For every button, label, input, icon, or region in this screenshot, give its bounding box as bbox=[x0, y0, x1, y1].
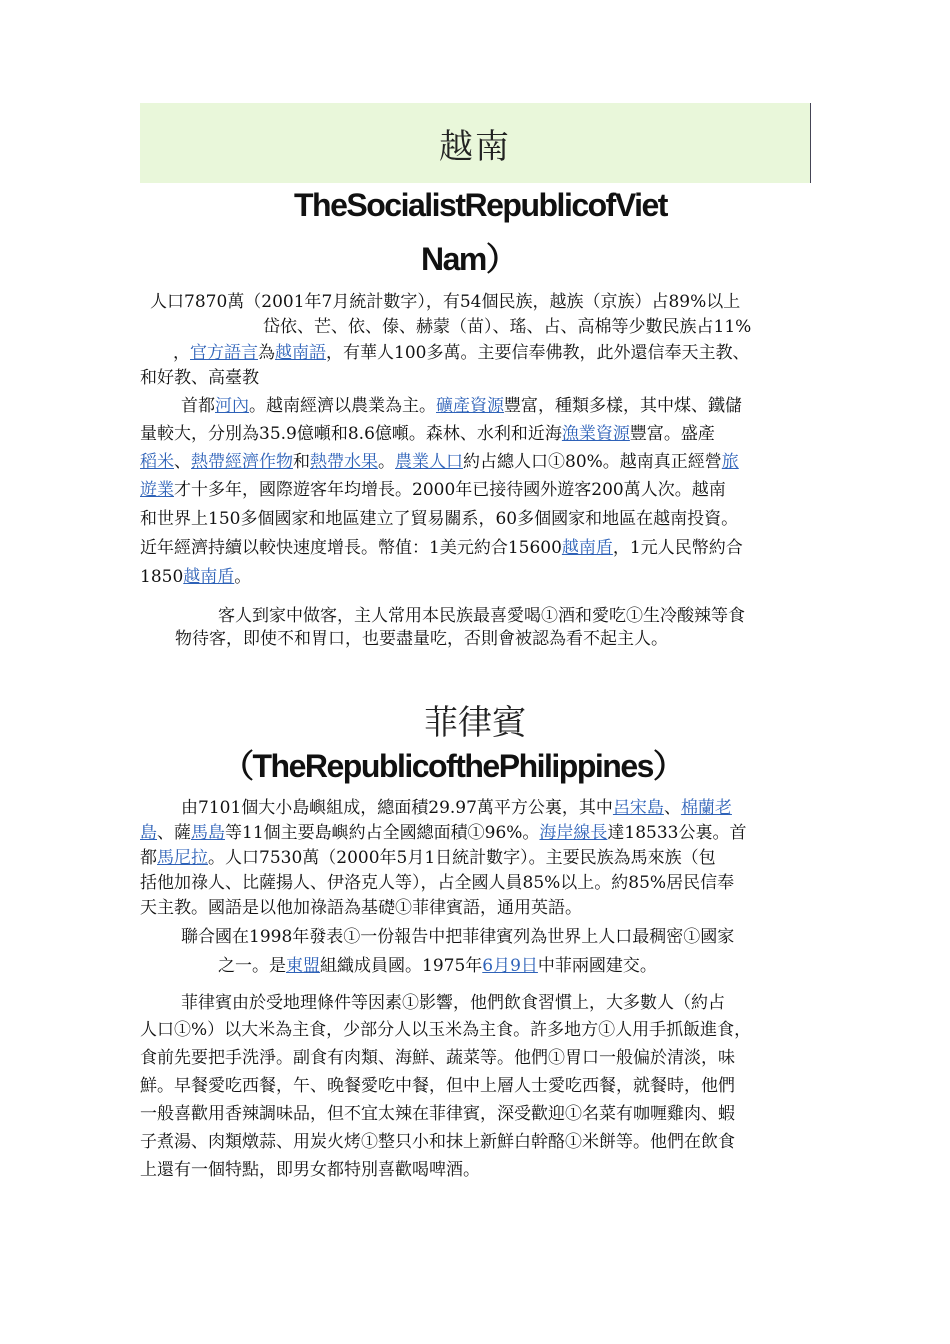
text-segment: 物待客，即使不和胃口，也要盡量吃，否則會被認為看不起主人。 bbox=[175, 629, 668, 649]
text-segment: 人口7870萬（2001年7月統計數字），有54個民族，越族（京族）占89%以上 bbox=[150, 292, 741, 312]
hyperlink[interactable]: 漁業資源 bbox=[561, 424, 630, 444]
philippines-text-line bbox=[181, 797, 732, 819]
philippines-text-line bbox=[181, 926, 734, 948]
text-segment: 子煮湯、肉類燉蒜、用炭火烤①整只小和抹上新鮮白幹酪①米餅等。他們在飲食 bbox=[140, 1132, 735, 1152]
text-segment: 都 bbox=[140, 848, 157, 868]
vietnam-text-line bbox=[140, 537, 743, 559]
text-segment: 才十多年，國際遊客年均增長。2000年已接待國外遊客200萬人次。越南 bbox=[174, 480, 726, 500]
text-segment: ，1元人民幣約合 bbox=[612, 538, 743, 558]
text-segment: 中菲兩國建交。 bbox=[537, 956, 657, 976]
vietnam-english-title-line-2: Nam） bbox=[421, 241, 517, 277]
hyperlink[interactable]: 海岸線長 bbox=[539, 823, 608, 843]
philippines-text-line bbox=[140, 1103, 735, 1125]
text-segment: 括他加祿人、比薩揚人、伊洛克人等），占全國人員85%以上。約85%居民信奉 bbox=[140, 873, 735, 893]
philippines-english-title: （TheRepublicofthePhilippines） bbox=[222, 748, 684, 784]
vietnam-title-band bbox=[140, 103, 811, 183]
text-segment: 近年經濟持續以較快速度增長。幣值：1美元約合15600 bbox=[140, 538, 562, 558]
text-segment: 量較大，分別為35.9億噸和8.6億噸。森林、水利和近海 bbox=[140, 424, 562, 444]
hyperlink[interactable]: 馬島 bbox=[191, 823, 225, 843]
hyperlink[interactable]: 官方語言 bbox=[190, 343, 258, 363]
text-segment: 和世界上150多個國家和地區建立了貿易關系，60多個國家和地區在越南投資。 bbox=[140, 509, 739, 529]
text-segment: 菲律賓由於受地理條件等因素①影響，他們飲食習慣上，大多數人（約占 bbox=[181, 993, 725, 1013]
vietnam-text-line bbox=[140, 367, 259, 389]
philippines-text-line bbox=[140, 1019, 751, 1041]
hyperlink[interactable]: 呂宋島 bbox=[612, 798, 664, 818]
philippines-text-line bbox=[140, 822, 747, 844]
philippines-text-line bbox=[140, 897, 582, 919]
text-segment: 組織成員國。1975年 bbox=[320, 956, 483, 976]
text-segment: 食前先要把手洗淨。副食有肉類、海鮮、蔬菜等。他們①胃口一般偏於清淡，味 bbox=[140, 1048, 735, 1068]
vietnam-title: 越南 bbox=[439, 127, 511, 167]
text-segment: 。人口7530萬（2000年5月1日統計數字）。主要民族為馬來族（包 bbox=[208, 848, 716, 868]
text-segment: 一般喜歡用香辣調味品，但不宜太辣在菲律賓，深受歡迎①名菜有咖喱雞肉、蝦 bbox=[140, 1104, 735, 1124]
vietnam-text-line bbox=[181, 395, 742, 417]
text-segment: 人口①%）以大米為主食，少部分人以玉米為主食。許多地方①人用手抓飯進食， bbox=[140, 1020, 752, 1040]
hyperlink[interactable]: 熱帶經濟作物 bbox=[191, 452, 293, 472]
hyperlink[interactable]: 島 bbox=[140, 823, 157, 843]
philippines-text-line bbox=[140, 1131, 735, 1153]
hyperlink[interactable]: 旅 bbox=[721, 452, 739, 472]
vietnam-text-line bbox=[140, 566, 251, 588]
philippines-text-line bbox=[140, 847, 716, 869]
text-segment: 豐富。盛產 bbox=[629, 424, 715, 444]
text-segment: 客人到家中做客，主人常用本民族最喜愛喝①酒和愛吃①生冷酸辣等食 bbox=[218, 606, 745, 626]
text-segment: 鮮。早餐愛吃西餐，午、晚餐愛吃中餐，但中上層人士愛吃西餐，就餐時，他們 bbox=[140, 1076, 735, 1096]
philippines-text-line bbox=[181, 992, 725, 1014]
text-segment: 達18533公裏。首 bbox=[607, 823, 747, 843]
text-segment: 岱依、芒、依、傣、赫蒙（苗）、瑤、占、高棉等少數民族占11% bbox=[263, 317, 752, 337]
hyperlink[interactable]: 遊業 bbox=[140, 480, 174, 500]
vietnam-text-line bbox=[175, 628, 668, 650]
philippines-text-line bbox=[140, 1047, 735, 1069]
philippines-text-line bbox=[140, 872, 734, 894]
hyperlink[interactable]: 稻米 bbox=[140, 452, 174, 472]
vietnam-text-line bbox=[140, 479, 726, 501]
hyperlink[interactable]: 越南盾 bbox=[561, 538, 613, 558]
philippines-text-line bbox=[140, 1075, 735, 1097]
text-segment: 、 bbox=[663, 798, 681, 818]
vietnam-text-line bbox=[263, 316, 751, 338]
vietnam-text-line bbox=[218, 605, 745, 627]
text-segment: 。越南經濟以農業為主。 bbox=[249, 396, 436, 416]
text-segment: 由7101個大小島嶼組成，總面積29.97萬平方公裏，其中 bbox=[181, 798, 613, 818]
text-segment: 豐富，種類多樣，其中煤、鐵儲 bbox=[504, 396, 742, 416]
text-segment: 和 bbox=[293, 452, 310, 472]
hyperlink[interactable]: 棉蘭老 bbox=[680, 798, 732, 818]
text-segment: 為 bbox=[258, 343, 275, 363]
text-segment: 之一。是 bbox=[218, 956, 286, 976]
text-segment: 。 bbox=[234, 567, 252, 587]
text-segment: 上還有一個特點，即男女都特別喜歡喝啤酒。 bbox=[140, 1160, 480, 1180]
vietnam-text-line bbox=[140, 451, 739, 473]
text-segment: 聯合國在1998年發表①一份報告中把菲律賓列為世界上人口最稠密①國家 bbox=[181, 927, 735, 947]
vietnam-text-line bbox=[173, 342, 749, 364]
text-segment: ，有華人100多萬。主要信奉佛教，此外還信奉天主教、 bbox=[326, 343, 750, 363]
vietnam-text-line bbox=[140, 423, 715, 445]
text-segment: 天主教。國語是以他加祿語為基礎①菲律賓語，通用英語。 bbox=[140, 898, 582, 918]
text-segment: 、 bbox=[174, 452, 191, 472]
hyperlink[interactable]: 越南盾 bbox=[183, 567, 235, 587]
philippines-title: 菲律賓 bbox=[424, 703, 526, 743]
vietnam-text-line bbox=[150, 291, 740, 313]
hyperlink[interactable]: 馬尼拉 bbox=[157, 848, 208, 868]
text-segment: 1850 bbox=[140, 567, 184, 587]
vietnam-text-line bbox=[140, 508, 738, 530]
philippines-text-line bbox=[140, 1159, 480, 1181]
text-segment: 和好教、高臺教 bbox=[140, 368, 259, 388]
hyperlink[interactable]: 東盟 bbox=[286, 956, 320, 976]
text-segment: 約占總人口①80%。越南真正經營 bbox=[463, 452, 722, 472]
text-segment: 。 bbox=[378, 452, 395, 472]
hyperlink[interactable]: 熱帶水果 bbox=[310, 452, 378, 472]
text-segment: ， bbox=[173, 343, 190, 363]
hyperlink[interactable]: 越南語 bbox=[275, 343, 326, 363]
hyperlink[interactable]: 礦產資源 bbox=[436, 396, 504, 416]
vietnam-english-title-line-1: TheSocialistRepublicofViet bbox=[294, 187, 667, 223]
text-segment: 、薩 bbox=[157, 823, 191, 843]
philippines-text-line bbox=[218, 955, 657, 977]
text-segment: 首都 bbox=[181, 396, 215, 416]
hyperlink[interactable]: 農業人口 bbox=[395, 452, 463, 472]
hyperlink[interactable]: 6月9日 bbox=[482, 956, 538, 976]
text-segment: 等11個主要島嶼約占全國總面積①96%。 bbox=[225, 823, 540, 843]
hyperlink[interactable]: 河內 bbox=[215, 396, 249, 416]
